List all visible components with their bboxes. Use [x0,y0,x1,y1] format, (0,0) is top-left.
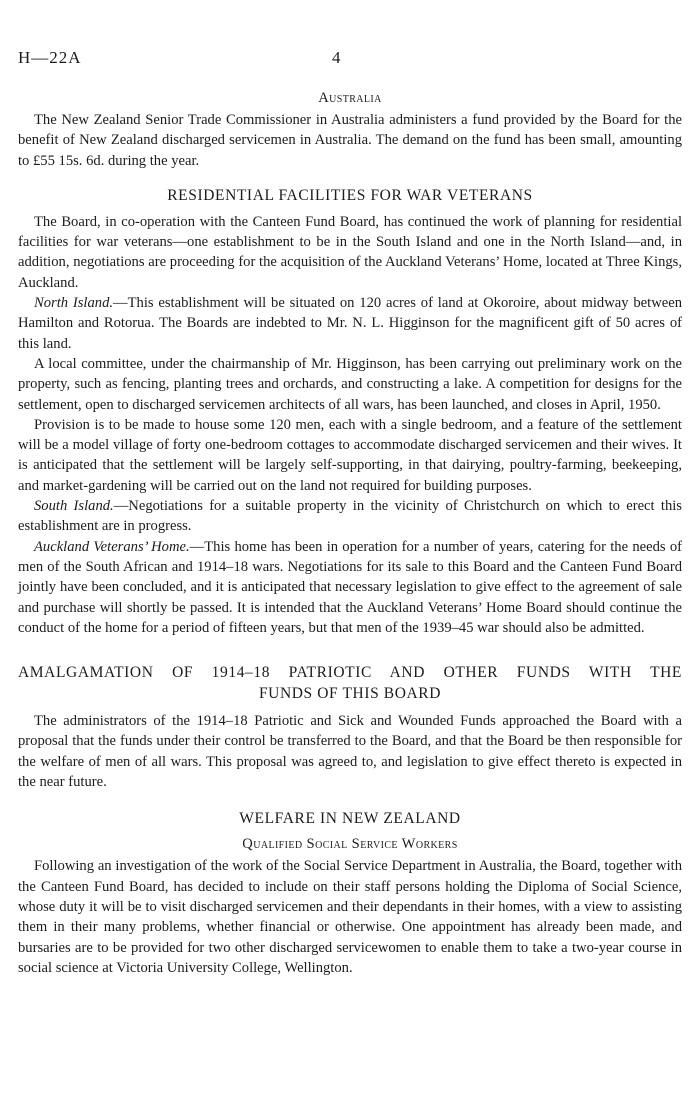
auckland-home-label: Auckland Veterans’ Home. [34,538,190,555]
australia-paragraph: The New Zealand Senior Trade Commissioner in Australia administers a fund provided by the Board for the benefit of New Zealand discharged servicemen in Australia. The demand on the fund has been small, amounting to £55 15s. 6d. during the year. [18,112,682,169]
social-service-workers-subheading: Qualified Social Service Workers [242,836,458,853]
amalgamation-paragraph: The administrators of the 1914–18 Patriotic and Sick and Wounded Funds approached the Board with a proposal that the funds under their control be transferred to the Board, and that the Board be then responsible for the welfare of men of all wars. This proposal was agreed to, and legislation to give effect thereto is expected in the near future. [18,713,682,791]
document-reference: H—22A [18,48,82,67]
document-page [18,0,682,978]
residential-facilities-heading: RESIDENTIAL FACILITIES FOR WAR VETERANS [167,186,533,204]
local-committee-paragraph: A local committee, under the chairmanship of Mr. Higginson, has been carrying out preliminary work on the property, such as fencing, planting trees and orchards, and constructing a lake. A competition for designs for the settlement, open to discharged servicemen architects of all wars, has been launched, and closes in April, 1950. [18,355,682,413]
auckland-home-text: —This home has been in operation for a number of years, catering for the needs of men of the South African and 1914–18 wars. Negotiations for its sale to this Board and the Canteen Fund Board jointly have been concluded, and it is anticipated that necessary legislation to give effect to the agreement of sale and purchase will shortly be passed. It is intended that the Auckland Veterans’ Home Board should continue the conduct of the home for a period of fifteen years, but that men of the 1939–45 war should also be admitted. [18,538,682,636]
north-island-text: —This establishment will be situated on 120 acres of land at Okoroire, about midway between Hamilton and Rotorua. The Boards are indebted to Mr. N. L. Higginson for the magnificent gift of 50 acres of this land. [18,295,682,352]
residential-intro-paragraph: The Board, in co-operation with the Canteen Fund Board, has continued the work of planning for residential facilities for war veterans—one establishment to be in the South Island and one in the North Island—and, in addition, negotiations are proceeding for the acquisition of the Auckland Veterans’ Home, located at Three Kings, Auckland. [18,213,682,291]
north-island-paragraph [18,293,682,354]
north-island-label: North Island. [34,295,114,312]
south-island-label: South Island. [34,498,114,515]
auckland-home-paragraph [18,537,682,638]
running-header [18,0,682,67]
australia-heading: Australia [318,90,382,106]
page-number: 4 [332,48,341,67]
amalgamation-heading-line-1: AMALGAMATION OF 1914–18 PATRIOTIC AND OTHER FUNDS WITH THE [18,664,682,682]
south-island-paragraph [18,496,682,537]
welfare-paragraph: Following an investigation of the work of the Social Service Department in Australia, the Board, together with the Canteen Fund Board, has decided to include on their staff persons holding the Diploma of Social Science, whose duty it will be to visit discharged servicemen and their dependants in their homes, with a view to assisting them in their many problems, whether financial or otherwise. One appointment has already been made, and bursaries are to be provided for two other discharged servicewomen to enable them to take a two-year course in social science at Victoria University College, Wellington. [18,858,682,976]
south-island-text: —Negotiations for a suitable property in the vicinity of Christchurch on which to erect this establishment are in progress. [18,498,682,535]
welfare-heading: WELFARE IN NEW ZEALAND [239,810,461,828]
amalgamation-heading-line-2: FUNDS OF THIS BOARD [258,685,442,703]
provision-paragraph: Provision is to be made to house some 120 men, each with a single bedroom, and a feature of the settlement will be a model village of forty one-bedroom cottages to accommodate discharged servicemen and their wives. It is anticipated that the settlement will be largely self-supporting, in that dairying, poultry-farming, beekeeping, and market-gardening will be carried out on the land not required for building purposes. [18,416,682,494]
